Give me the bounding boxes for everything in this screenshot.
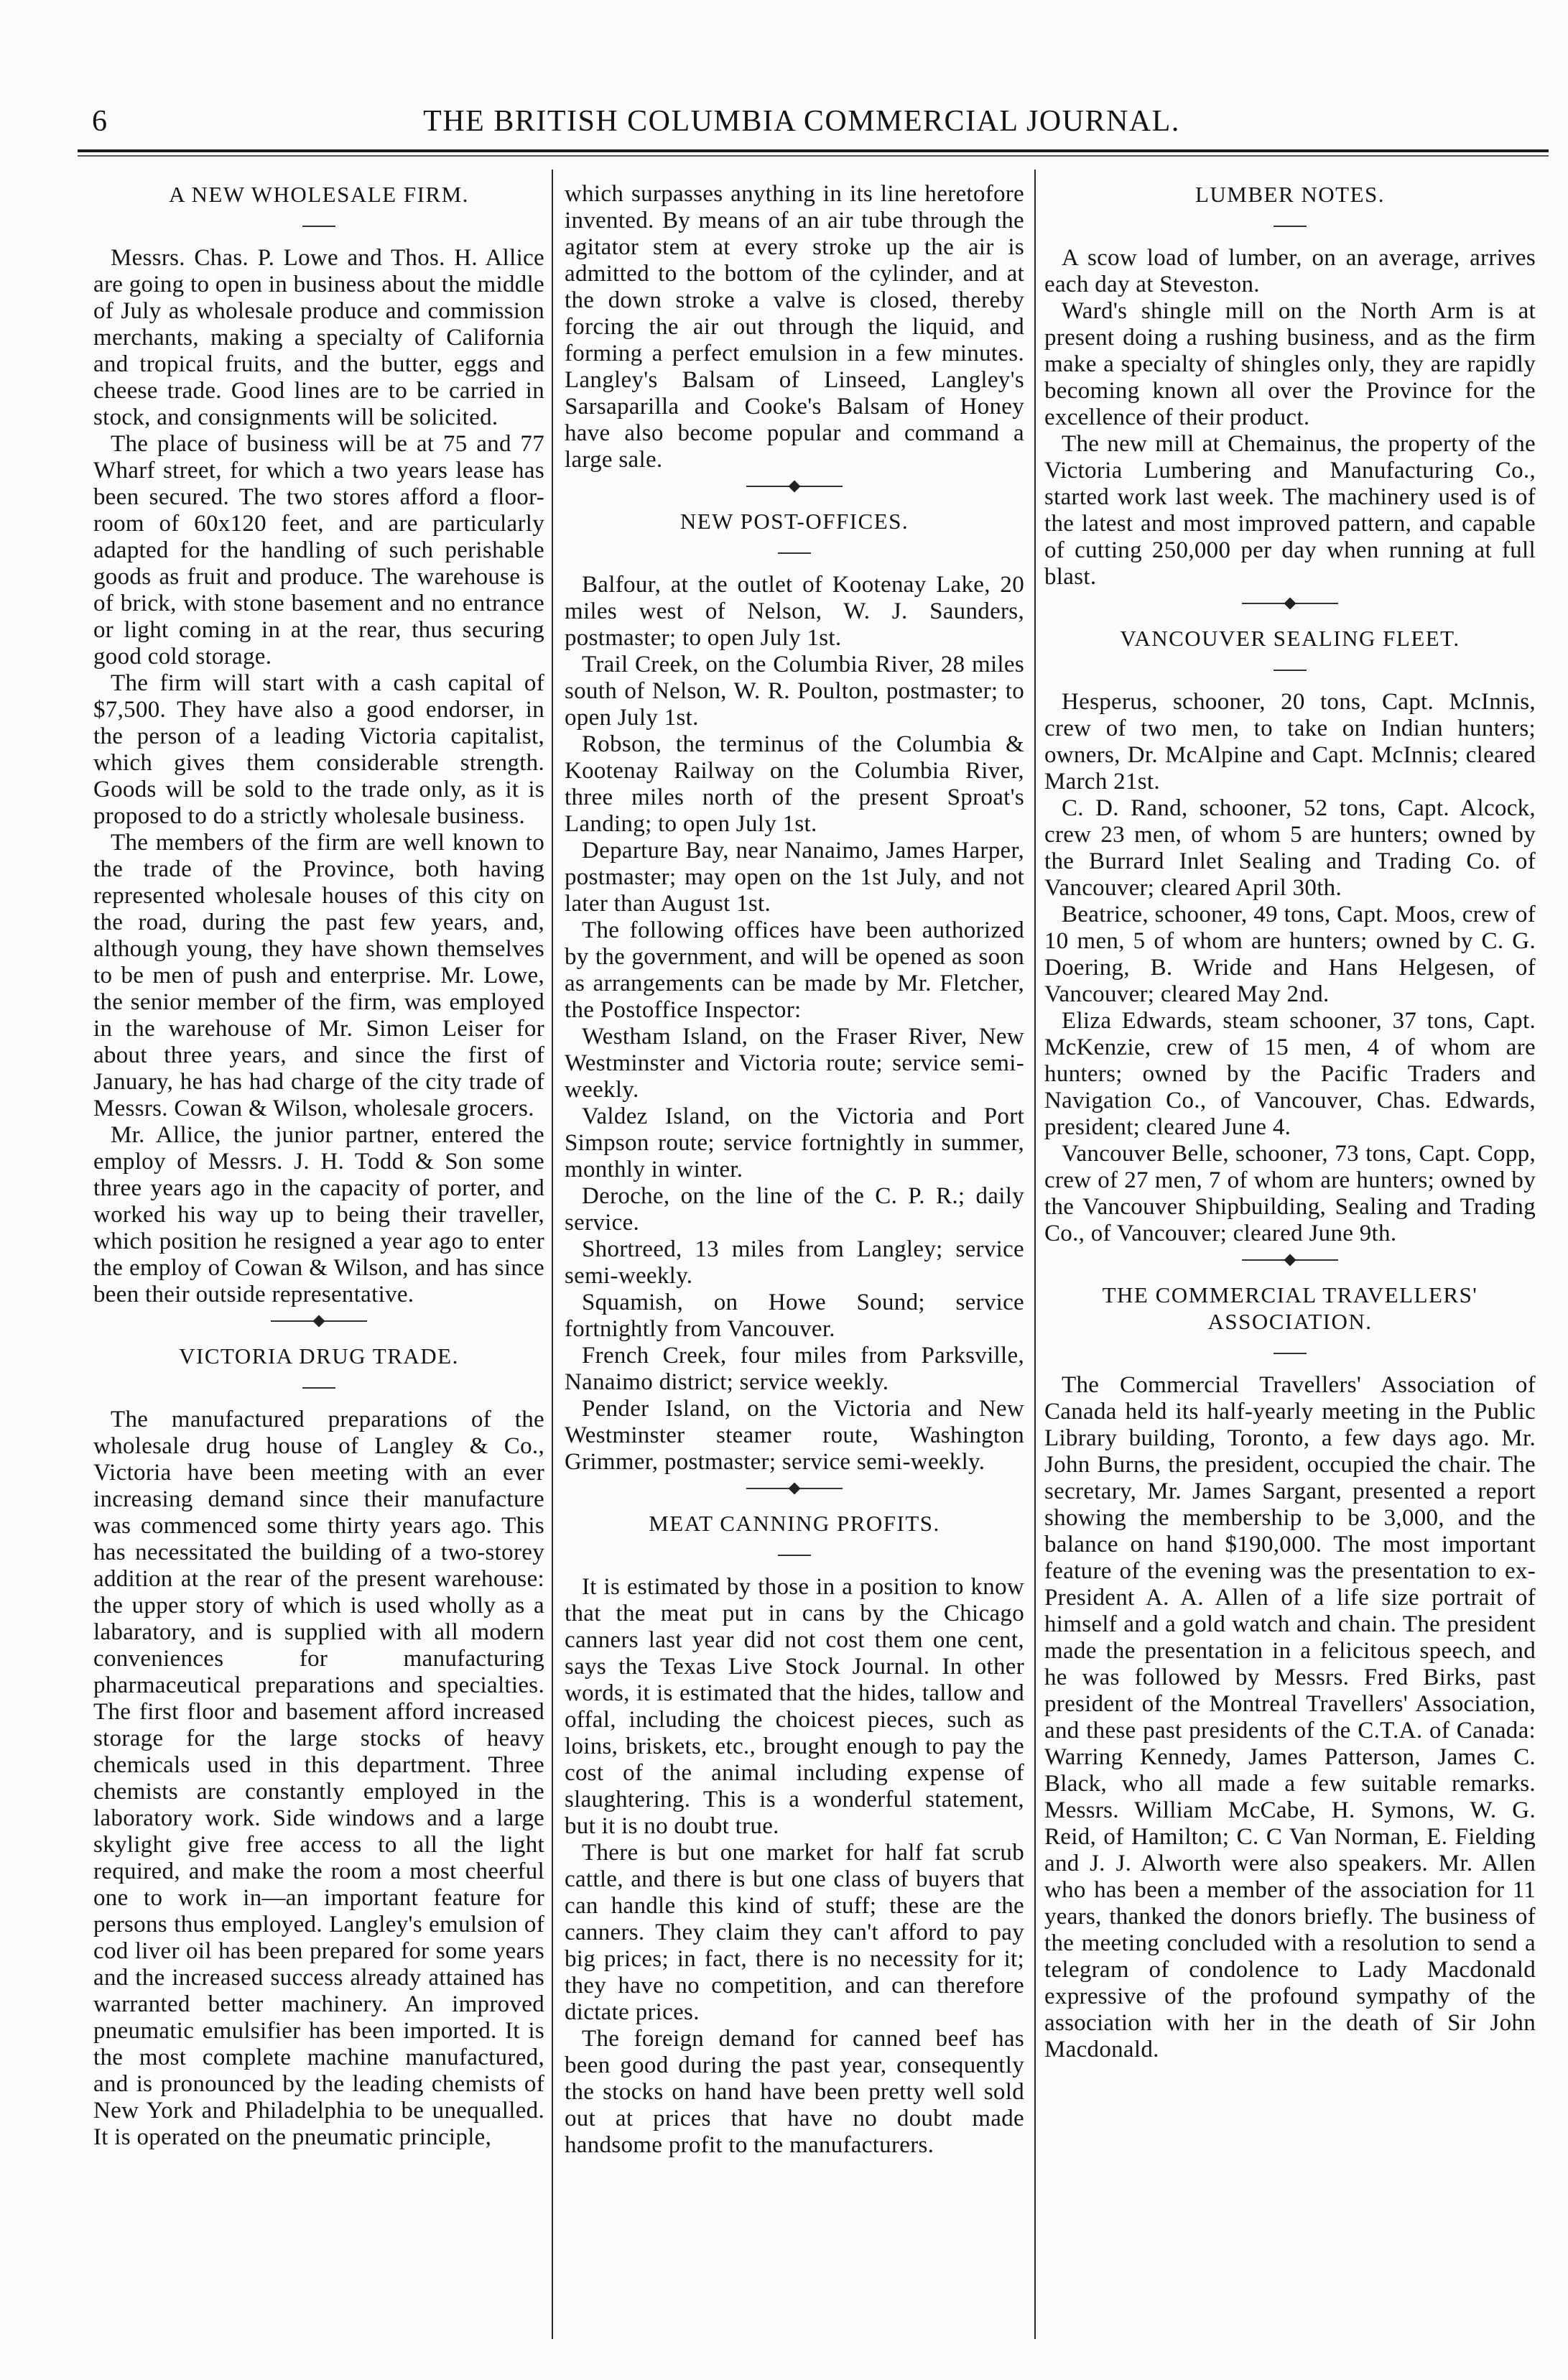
headline-dash <box>302 226 335 227</box>
article-headline: VANCOUVER SEALING FLEET. <box>1120 626 1460 651</box>
section-divider-ornament <box>1242 596 1338 611</box>
article-paragraph: Vancouver Belle, schooner, 73 tons, Capt. Copp, crew of 27 men, 7 of whom are hunters; owned by the Vancouver Shipbuilding, Sealing and Trading Co., of Vancouver; cleared June 9th. <box>1044 1141 1536 1246</box>
headline-dash <box>1274 1353 1307 1354</box>
article <box>1044 596 1536 1247</box>
article-paragraph: Balfour, at the outlet of Kootenay Lake, 20 miles west of Nelson, W. J. Saunders, postmaster; to open July 1st. <box>565 572 1024 651</box>
article-headline: THE COMMERCIAL TRAVELLERS' ASSOCIATION. <box>1102 1282 1478 1334</box>
article <box>1044 1253 1536 2063</box>
article-paragraph: Ward's shingle mill on the North Arm is at present doing a rushing business, and as the firm make a specialty of shingles only, they are rapidly becoming known all over the Province for the excellence of their product. <box>1044 298 1536 430</box>
article <box>1044 181 1536 591</box>
article-paragraph: Departure Bay, near Nanaimo, James Harper, postmaster; may open on the 1st July, and not later than August 1st. <box>565 838 1024 917</box>
article <box>93 1314 544 2151</box>
article-paragraph: The place of business will be at 75 and 77 Wharf street, for which a two years lease has been secured. The two stores afford a floor-room of 60x120 feet, and are particularly adapted for the handling of such perishable goods as fruit and produce. The warehouse is of brick, with stone basement and no entrance or light coming in at the rear, thus securing good cold storage. <box>93 431 544 670</box>
article-paragraph: The Commercial Travellers' Association of Canada held its half-yearly meeting in the Public Library building, Toronto, a few days ago. Mr. John Burns, the president, occupied the chair. The secretary, Mr. James Sargant, presented a report showing the membership to be 3,000, and the balance on hand $190,000. The most important feature of the evening was the presentation to ex-President A. A. Allen of a life size portrait of himself and a gold watch and chain. The president made the presentation in a felicitous speech, and he was followed by Messrs. Fred Birks, past president of the Montreal Travellers' Association, and these past presidents of the C.T.A. of Canada: Warring Kennedy, James Patterson, James C. Black, who all made a few suitable remarks. Messrs. William McCabe, H. Symons, W. G. Reid, of Hamilton; C. C Van Norman, E. Fielding and J. J. Alworth were also speakers. Mr. Allen who has been a member of the association for 11 years, thanked the donors briefly. The business of the meeting concluded with a resolution to send a telegram of condolence to Lady Macdonald expressive of the profound sympathy of the association with her in the death of Sir John Macdonald. <box>1044 1372 1536 2062</box>
article-paragraph: The members of the firm are well known to the trade of the Province, both having represented wholesale houses of this city on the road, during the past few years, and, although young, they have shown themselves to be men of push and enterprise. Mr. Lowe, the senior member of the firm, was employed in the warehouse of Mr. Simon Leiser for about three years, and since the first of January, he has had charge of the city trade of Messrs. Cowan & Wilson, wholesale grocers. <box>93 830 544 1121</box>
article-paragraph: Squamish, on Howe Sound; service fortnightly from Vancouver. <box>565 1289 1024 1342</box>
column-left <box>93 181 544 2151</box>
article <box>93 181 544 1308</box>
article-paragraph: Mr. Allice, the junior partner, entered the employ of Messrs. J. H. Todd & Son some three years ago in the capacity of porter, and worked his way up to being their traveller, which position he resigned a year ago to enter the employ of Cowan & Wilson, and has since been their outside representative. <box>93 1122 544 1307</box>
article-headline: LUMBER NOTES. <box>1194 182 1386 207</box>
column-middle <box>565 181 1024 2159</box>
article-paragraph: Robson, the terminus of the Columbia & Kootenay Railway on the Columbia River, three miles north of the present Sproat's Landing; to open July 1st. <box>565 731 1024 837</box>
section-divider-ornament <box>1242 1253 1338 1267</box>
article-paragraph: The firm will start with a cash capital of $7,500. They have also a good endorser, in the person of a leading Victoria capitalist, which gives them considerable strength. Goods will be sold to the trade only, as it is proposed to do a strictly wholesale business. <box>93 670 544 829</box>
article-paragraph: The new mill at Chemainus, the property of the Victoria Lumbering and Manufacturing Co., started work last week. The machinery used is of the latest and most improved pattern, and capable of cutting 250,000 per day when running at full blast. <box>1044 431 1536 590</box>
article-paragraph: Shortreed, 13 miles from Langley; service semi-weekly. <box>565 1236 1024 1289</box>
article-paragraph: It is estimated by those in a position to know that the meat put in cans by the Chicago canners last year did not cost them one cent, says the Texas Live Stock Journal. In other words, it is estimated that the hides, tallow and offal, including the choicest pieces, such as loins, briskets, etc., brought enough to pay the cost of the animal including expense of slaughtering. This is a wonderful statement, but it is no doubt true. <box>565 1574 1024 1839</box>
article-paragraph: Westham Island, on the Fraser River, New Westminster and Victoria route; service semi-weekly. <box>565 1024 1024 1103</box>
article-paragraph: The following offices have been authorized by the government, and will be opened as soon as arrangements can be made by Mr. Fletcher, the Postoffice Inspector: <box>565 917 1024 1023</box>
article-paragraph: which surpasses anything in its line heretofore invented. By means of an air tube through the agitator stem at every stroke up the air is admitted to the bottom of the cylinder, and at the down stroke a valve is closed, thereby forcing the air out through the liquid, and forming a perfect emulsion in a few minutes. Langley's Balsam of Linseed, Langley's Sarsaparilla and Cooke's Balsam of Honey have also become popular and command a large sale. <box>565 181 1024 473</box>
article <box>565 1481 1024 2159</box>
article-paragraph: Pender Island, on the Victoria and New Westminster steamer route, Washington Grimmer, postmaster; service semi-weekly. <box>565 1396 1024 1475</box>
article-paragraph: A scow load of lumber, on an average, arrives each day at Steveston. <box>1044 245 1536 297</box>
article-paragraph: C. D. Rand, schooner, 52 tons, Capt. Alcock, crew 23 men, of whom 5 are hunters; owned by the Burrard Inlet Sealing and Trading Co. of Vancouver; cleared April 30th. <box>1044 795 1536 901</box>
section-divider-ornament <box>746 1481 843 1496</box>
article-headline: VICTORIA DRUG TRADE. <box>179 1343 459 1369</box>
headline-dash <box>778 552 811 554</box>
article-paragraph: The foreign demand for canned beef has been good during the past year, consequently the stocks on hand have been pretty well sold out at prices that have no doubt made handsome profit to the manufacturers. <box>565 2026 1024 2158</box>
article-paragraph: Valdez Island, on the Victoria and Port Simpson route; service fortnightly in summer, monthly in winter. <box>565 1103 1024 1182</box>
article-paragraph: Hesperus, schooner, 20 tons, Capt. McInnis, crew of two men, to take on Indian hunters; owners, Dr. McAlpine and Capt. McInnis; cleared March 21st. <box>1044 689 1536 795</box>
article-paragraph: Beatrice, schooner, 49 tons, Capt. Moos, crew of 10 men, 5 of whom are hunters; owned by C. G. Doering, B. Wride and Hans Helgesen, of Vancouver; cleared May 2nd. <box>1044 902 1536 1007</box>
header-rule <box>78 149 1549 152</box>
article-paragraph: The manufactured preparations of the wholesale drug house of Langley & Co., Victoria have been meeting with an ever increasing demand since their manufacture was commenced some thirty years ago. This has necessitated the building of a two-storey addition at the rear of the present warehouse: the upper story of which is used wholly as a labaratory, and is supplied with all modern conveniences for manufacturing pharmaceutical preparations and specialties. The first floor and basement afford increased storage for the large stocks of heavy chemicals used in this department. Three chemists are constantly employed in the laboratory work. Side windows and a large skylight give free access to all the light required, and make the room a most cheerful one to work in—an important feature for persons thus employed. Langley's emulsion of cod liver oil has been prepared for some years and the increased success already attained has warranted better machinery. An improved pneumatic emulsifier has been imported. It is the most complete machine manufactured, and is pronounced by the leading chemists of New York and Philadelphia to be unequalled. It is operated on the pneumatic principle, <box>93 1407 544 2150</box>
headline-dash <box>778 1555 811 1556</box>
section-divider-ornament <box>271 1314 367 1328</box>
article-paragraph: Deroche, on the line of the C. P. R.; daily service. <box>565 1183 1024 1236</box>
header-rule-thin <box>78 155 1549 157</box>
article <box>565 479 1024 1476</box>
column-rule <box>1034 170 1036 2339</box>
article-paragraph: Eliza Edwards, steam schooner, 37 tons, Capt. McKenzie, crew of 15 men, 4 of whom are hunters; owned by the Pacific Traders and Navigation Co., of Vancouver, Chas. Edwards, president; cleared June 4. <box>1044 1008 1536 1140</box>
headline-dash <box>1274 226 1307 227</box>
article-headline: A NEW WHOLESALE FIRM. <box>169 182 469 207</box>
column-right <box>1044 181 1536 2063</box>
page-number: 6 <box>92 105 107 138</box>
headline-dash <box>302 1387 335 1389</box>
column-rule <box>552 170 553 2339</box>
journal-masthead: THE BRITISH COLUMBIA COMMERCIAL JOURNAL. <box>423 105 1180 138</box>
article <box>565 181 1024 473</box>
headline-dash <box>1274 670 1307 671</box>
section-divider-ornament <box>746 479 843 494</box>
article-headline: NEW POST-OFFICES. <box>679 509 909 534</box>
article-paragraph: French Creek, four miles from Parksville, Nanaimo district; service weekly. <box>565 1343 1024 1395</box>
article-paragraph: There is but one market for half fat scrub cattle, and there is but one class of buyers that can handle this kind of stuff; these are the canners. They claim they can't afford to pay big prices; in fact, there is no necessity for it; they have no competition, and can therefore dictate prices. <box>565 1840 1024 2025</box>
article-paragraph: Trail Creek, on the Columbia River, 28 miles south of Nelson, W. R. Poulton, postmaster; to open July 1st. <box>565 652 1024 731</box>
article-headline: MEAT CANNING PROFITS. <box>649 1511 940 1536</box>
article-paragraph: Messrs. Chas. P. Lowe and Thos. H. Allice are going to open in business about the middle of July as wholesale produce and commission merchants, making a specialty of California and tropical fruits, and the butter, eggs and cheese trade. Good lines are to be carried in stock, and consignments will be solicited. <box>93 245 544 430</box>
